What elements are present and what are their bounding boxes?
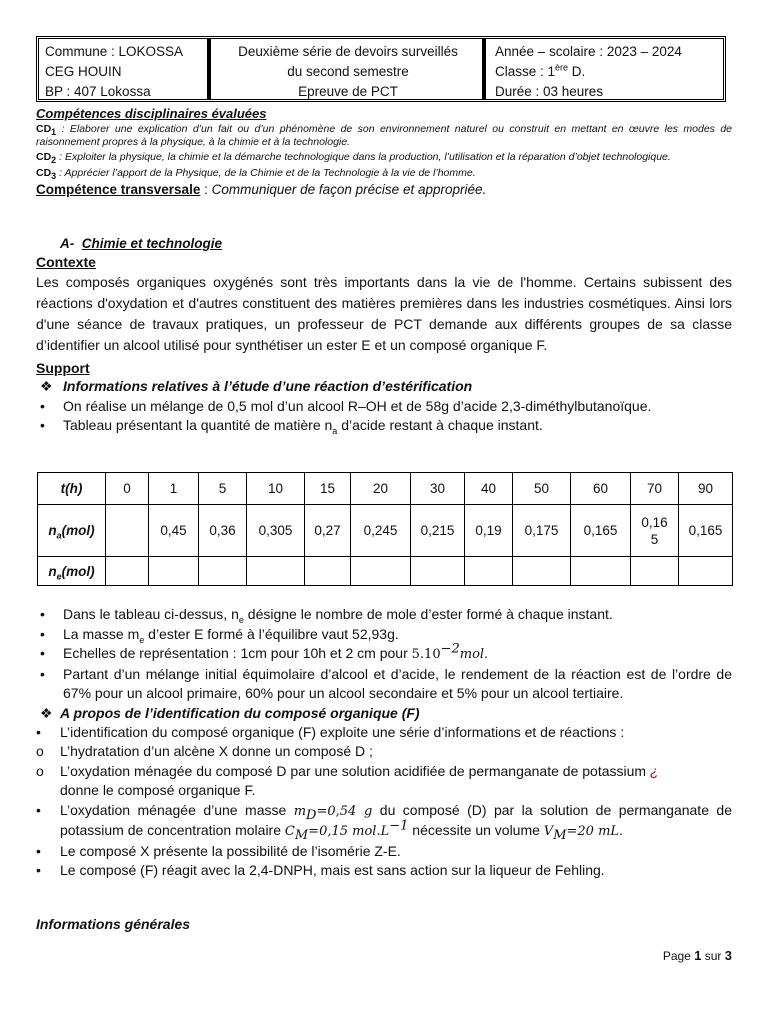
competences-title: Compétences disciplinaires évaluées xyxy=(36,106,267,121)
table-cell xyxy=(465,557,513,586)
list-item: o L’oxydation ménagée du composé D par une solution acidifiée de permanganate de potassium ¿ donne le composé organique F. xyxy=(36,762,659,798)
circle-bullet-icon: o xyxy=(36,762,44,779)
data-table xyxy=(37,472,733,586)
table-cell: 0,16 5 xyxy=(631,505,679,557)
bullet-icon: • xyxy=(40,606,45,622)
table-cell: 15 xyxy=(305,473,351,505)
contexte-title: Contexte xyxy=(36,254,96,270)
circle-bullet-icon: o xyxy=(36,743,44,759)
table-cell xyxy=(305,557,351,586)
table-cell: 0,27 xyxy=(305,505,351,557)
contexte-text: Les composés organiques oxygénés sont très importants dans la vie de l'homme. Certains subissent des réactions d'oxydation et d'autres constituent des matières premières dans les industries cosmétiques. Ainsi lors d'une séance de travaux pratiques, un professeur de PCT demande aux différents groupes de sa classe d’identifier un alcool utilisé pour synthétiser un ester E et un composé organique F. xyxy=(36,274,732,353)
table-cell: 0,165 xyxy=(571,505,631,557)
list-item: • Le composé (F) réagit avec la 2,4-DNPH, mais est sans action sur la liqueur de Fehling. xyxy=(36,861,732,881)
list-item: • Tableau présentant la quantité de matière $n_a$ d’acide restant à chaque instant. xyxy=(40,417,543,436)
table-cell: 5 xyxy=(199,473,247,505)
cd3: $CD_3$ : Apprécier l’apport de la Physique, de la Chimie et de la Technologie à la vie de l’homme. xyxy=(36,167,476,182)
table-row xyxy=(38,557,733,586)
table-cell xyxy=(411,557,465,586)
commune: Commune : LOKOSSA xyxy=(45,44,184,59)
exam-subject: Epreuve de PCT xyxy=(298,84,398,99)
table-cell: 0,45 xyxy=(149,505,199,557)
table-cell: 30 xyxy=(411,473,465,505)
bullet-icon: • xyxy=(40,665,45,682)
header-box xyxy=(36,36,726,102)
cd2: $CD_2$ : Exploiter la physique, la chimie et la démarche technologique dans la production, l’utilisation et la réparation d’objet technologique. xyxy=(36,151,671,166)
table-header-cell: $n_a(mol)$ xyxy=(38,505,106,557)
table-cell xyxy=(106,557,149,586)
table-cell xyxy=(199,557,247,586)
bullet-icon: • xyxy=(40,625,45,642)
list-item: • On réalise un mélange de 0,5 mol d’un alcool R–OH et de 58g d’acide 2,3-diméthylbutanoïque. xyxy=(36,397,732,417)
exam-series: Deuxième série de devoirs surveillés xyxy=(238,44,458,59)
table-cell: 70 xyxy=(631,473,679,505)
table-row xyxy=(38,505,733,557)
list-item: • L’oxydation ménagée d’une masse $m_D=0,54$ g du composé (D) par la solution de permanganate de potassium de concentration molaire $C_M=0,15$ $mol.L^{-1}$ nécessite un volume $V_M=20$ mL. xyxy=(36,801,733,843)
support-title: Support xyxy=(36,360,90,376)
bullet-icon: • xyxy=(40,645,45,661)
table-cell: 0,36 xyxy=(199,505,247,557)
table-cell: 0,175 xyxy=(513,505,571,557)
section-f-title-line: ❖ A propos de l’identification du composé organique (F) xyxy=(40,704,420,721)
bullet-icon: • xyxy=(36,862,41,878)
competences-block xyxy=(36,105,732,199)
diamond-bullet-icon: ❖ xyxy=(40,378,53,394)
support-list xyxy=(36,377,732,436)
table-row xyxy=(38,473,733,505)
list-item: ❖ Informations relatives à l’étude d’une réaction d’estérification xyxy=(36,377,732,397)
table-cell xyxy=(106,505,149,557)
list-item: • Partant d’un mélange initial équimolaire d’alcool et d’acide, le rendement de la réaction est de l’ordre de 67% pour un alcool primaire, 60% pour un alcool secondaire et 5% pour un alcool tertiaire. xyxy=(40,665,732,701)
bullet-icon: • xyxy=(36,801,41,818)
list-item: • Echelles de représentation : 1cm pour 10h et 2 cm pour $5.10^{-2}mol$. xyxy=(40,641,488,662)
header-exam-info xyxy=(214,39,486,99)
table-cell xyxy=(631,557,679,586)
list-item: • L’identification du composé organique (F) exploite une série d’informations et de réactions : xyxy=(36,723,732,743)
class-level: Classe : 1ère D. xyxy=(495,62,586,79)
section-f-list xyxy=(36,723,732,881)
table-cell: 0,19 xyxy=(465,505,513,557)
list-item: • Le composé X présente la possibilité de l’isomérie Z-E. xyxy=(36,842,732,862)
section-a xyxy=(36,234,732,436)
diamond-outline-icon: ❖ xyxy=(40,704,53,721)
table-cell: 20 xyxy=(351,473,411,505)
after-table-block xyxy=(36,605,732,881)
list-item: o L’hydratation d’un alcène X donne un composé D ; xyxy=(36,742,732,762)
table-cell: 40 xyxy=(465,473,513,505)
table-header-cell: $n_e(mol)$ xyxy=(38,557,106,586)
school-bp: BP : 407 Lokossa xyxy=(45,84,151,99)
bullet-icon: • xyxy=(36,842,41,859)
header-school-info xyxy=(39,39,211,99)
cd1: $CD_1$ : Elaborer une explication d’un fait ou d’un phénomène de son environnement naturel ou construit en mettant en œuvre les modes de raisonnement propres à la physique, à la chimie et à la technologie. xyxy=(36,123,732,148)
header-class-info xyxy=(489,39,723,99)
table-cell xyxy=(247,557,305,586)
table-cell: 0,305 xyxy=(247,505,305,557)
table-cell: 60 xyxy=(571,473,631,505)
table-cell xyxy=(571,557,631,586)
table-cell: 90 xyxy=(679,473,733,505)
info-generales-title: Informations générales xyxy=(36,916,191,932)
table-cell: 0,215 xyxy=(411,505,465,557)
competence-transversale: Compétence transversale : Communiquer de façon précise et appropriée. xyxy=(36,182,487,197)
bullet-icon: • xyxy=(36,723,41,740)
table-header-cell: t(h) xyxy=(38,473,106,505)
table-cell xyxy=(351,557,411,586)
school-name: CEG HOUIN xyxy=(45,64,122,79)
list-item: • Dans le tableau ci-dessus, $n_e$ désigne le nombre de mole d’ester formé à chaque instant. xyxy=(40,606,613,625)
table-cell: 0,245 xyxy=(351,505,411,557)
exam-semester: du second semestre xyxy=(287,64,409,79)
table-cell xyxy=(679,557,733,586)
exam-duration: Durée : 03 heures xyxy=(495,84,604,99)
table-cell xyxy=(513,557,571,586)
section-a-heading: A- Chimie et technologie xyxy=(60,236,223,251)
table-cell: 0 xyxy=(106,473,149,505)
bullet-icon: • xyxy=(40,397,45,414)
table-cell xyxy=(149,557,199,586)
school-year: Année – scolaire : 2023 – 2024 xyxy=(495,44,682,59)
table-cell: 1 xyxy=(149,473,199,505)
bullet-icon: • xyxy=(40,417,45,433)
table-cell: 50 xyxy=(513,473,571,505)
table-cell: 10 xyxy=(247,473,305,505)
notes-list xyxy=(36,605,732,704)
table-cell: 0,165 xyxy=(679,505,733,557)
list-item: • La masse $m_e$ d’ester E formé à l’équilibre vaut 52,93g. xyxy=(40,625,399,645)
page-number: Page 1 sur 3 xyxy=(662,948,732,963)
